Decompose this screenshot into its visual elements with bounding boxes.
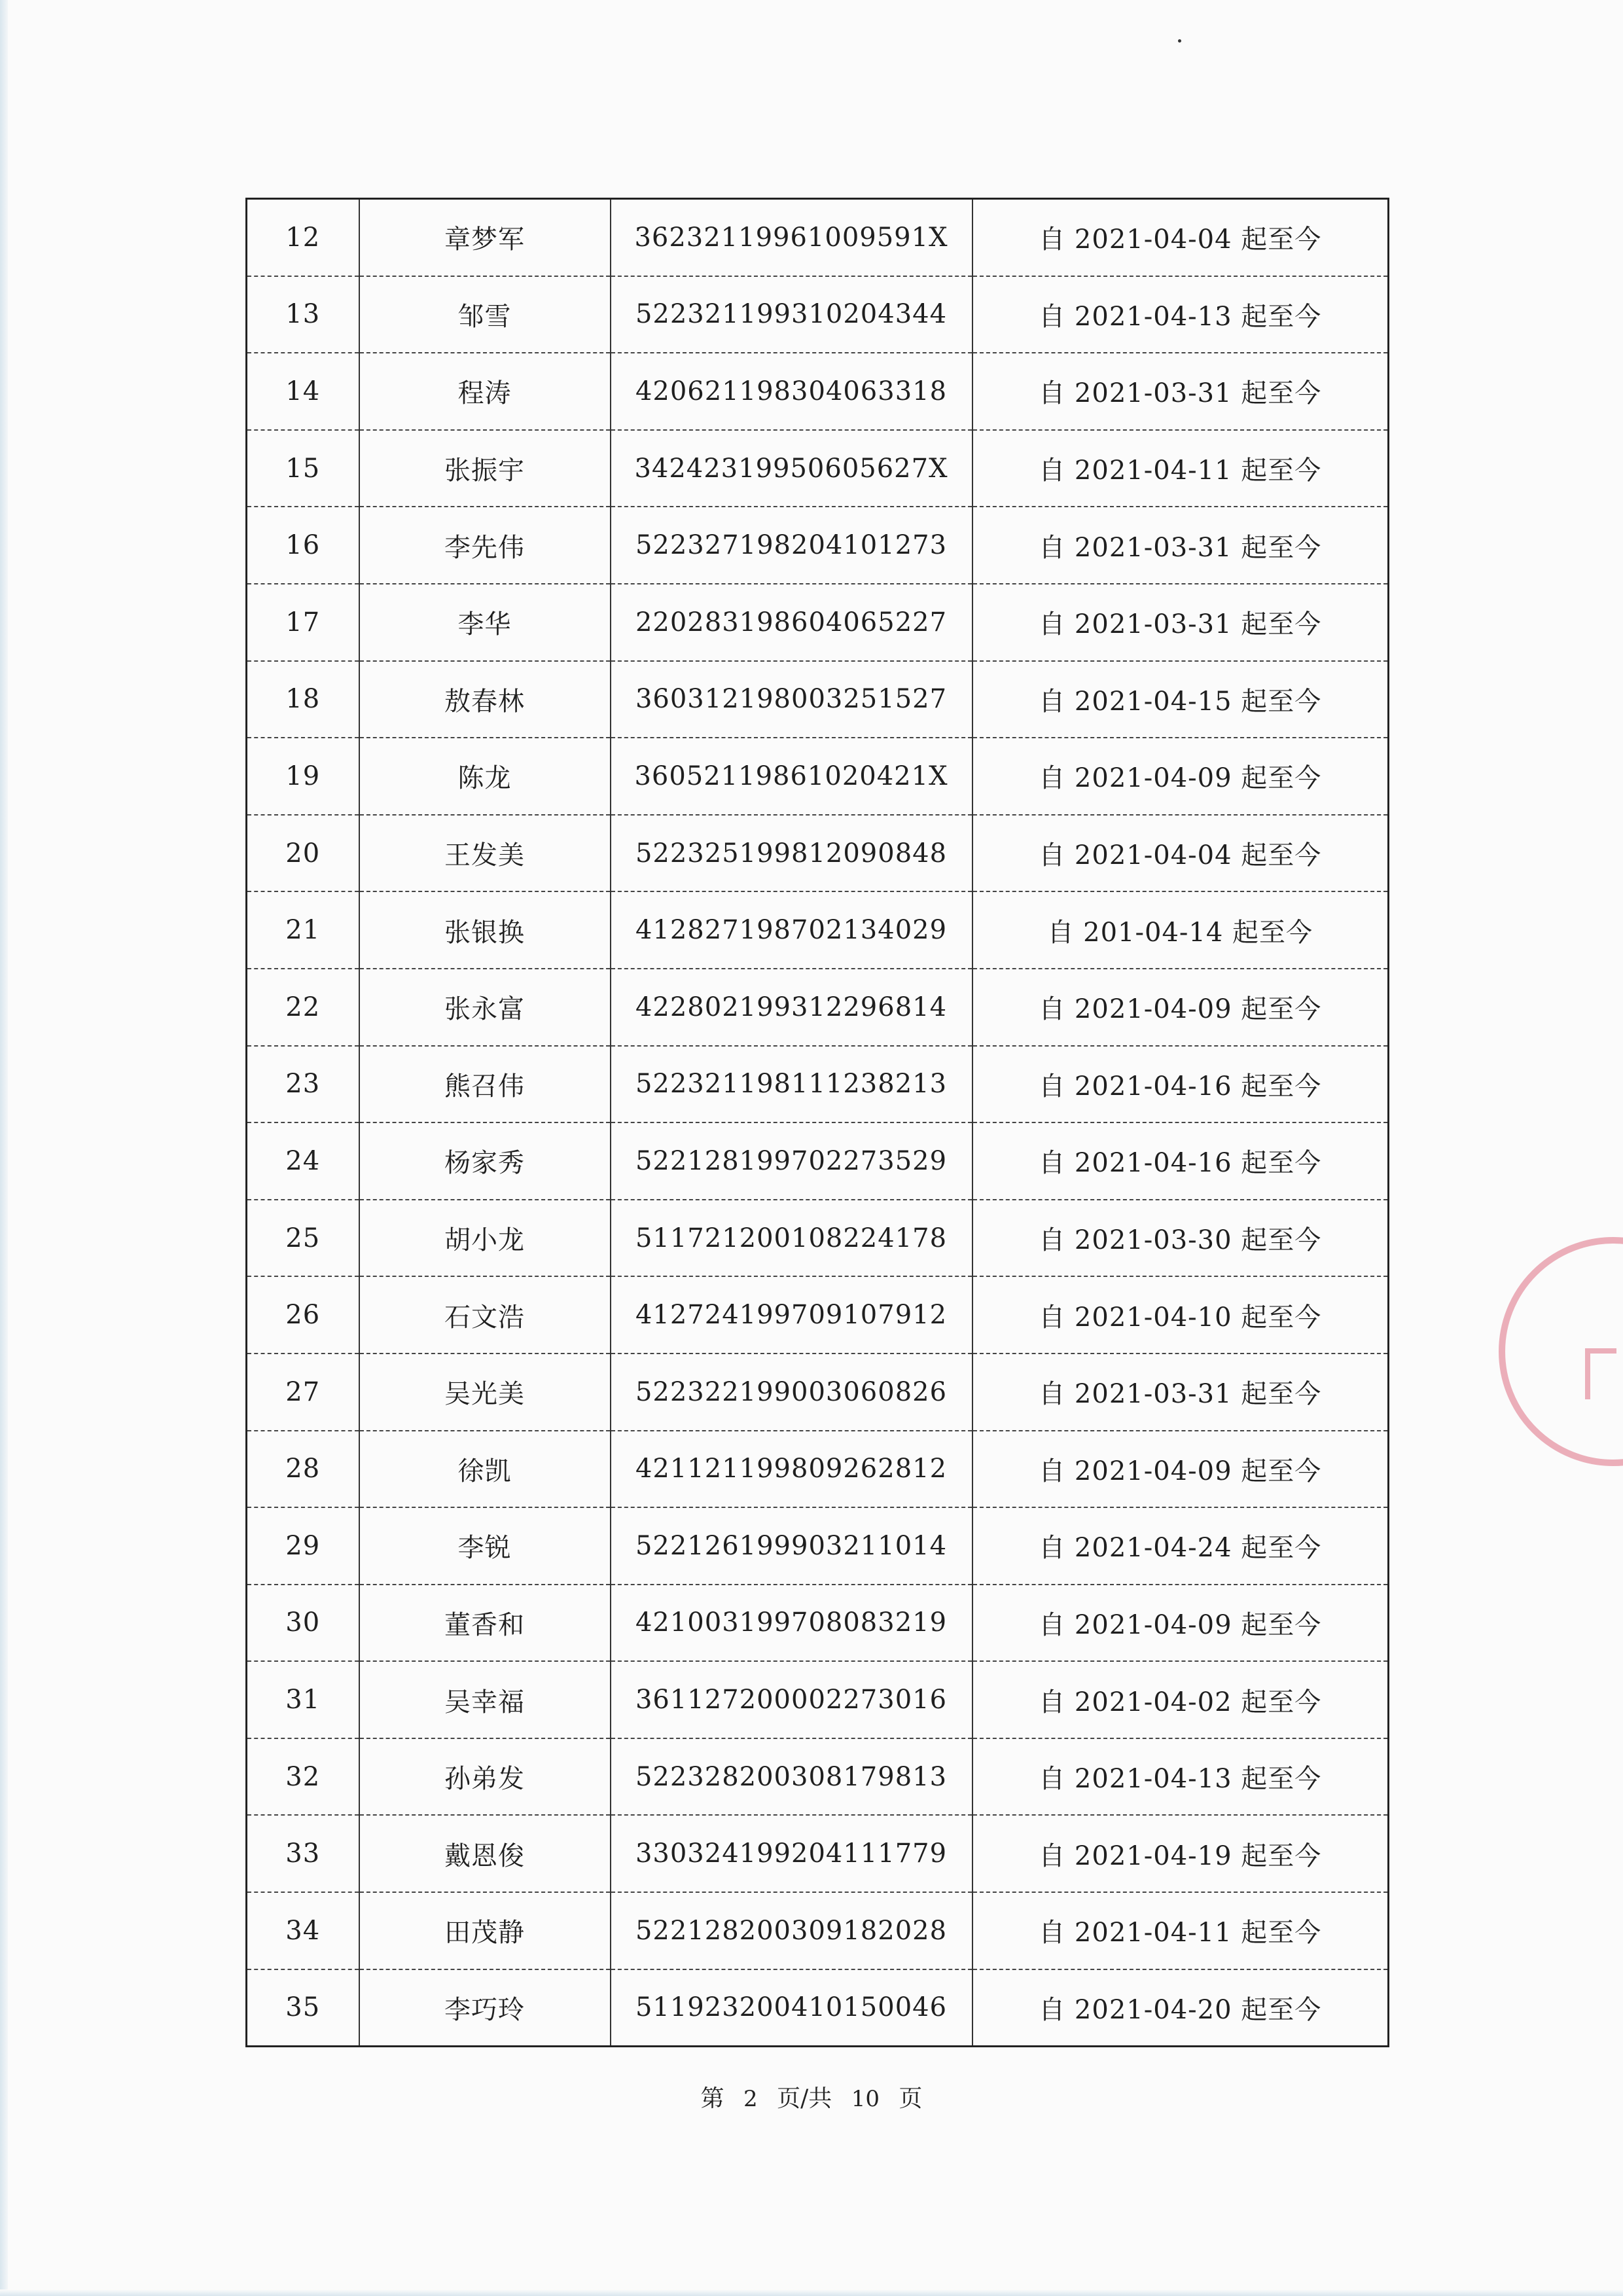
- id-number-cell: 422802199312296814: [611, 969, 972, 1046]
- id-number-cell: 412724199709107912: [611, 1276, 972, 1354]
- table-row: [247, 1046, 1389, 1123]
- name-cell: 张振宇: [359, 430, 611, 507]
- employment-period-cell: 自 2021-03-30 起至今: [972, 1200, 1389, 1277]
- table-row: [247, 276, 1389, 353]
- name-cell: 吴幸福: [359, 1661, 611, 1738]
- name-cell: 李巧玲: [359, 1969, 611, 2047]
- id-number-cell: 420621198304063318: [611, 353, 972, 430]
- footer-total-pages: 10: [851, 2086, 880, 2112]
- name-cell: 杨家秀: [359, 1122, 611, 1200]
- table-row: [247, 1738, 1389, 1816]
- employment-period-cell: 自 2021-04-09 起至今: [972, 969, 1389, 1046]
- id-number-cell: 360312198003251527: [611, 661, 972, 738]
- table-row: [247, 891, 1389, 969]
- id-number-cell: 34242319950605627X: [611, 430, 972, 507]
- row-number-cell: 17: [247, 584, 359, 661]
- employment-period-cell: 自 2021-04-04 起至今: [972, 199, 1389, 276]
- employment-period-cell: 自 2021-04-15 起至今: [972, 661, 1389, 738]
- scan-edge-left: [0, 0, 8, 2296]
- row-number-cell: 25: [247, 1200, 359, 1277]
- name-cell: 徐凯: [359, 1431, 611, 1508]
- id-number-cell: 522128200309182028: [611, 1892, 972, 1969]
- id-number-cell: 330324199204111779: [611, 1815, 972, 1892]
- id-number-cell: 36232119961009591X: [611, 199, 972, 276]
- table-row: [247, 1122, 1389, 1200]
- footer-current-page: 2: [743, 2086, 758, 2112]
- employment-period-cell: 自 2021-04-19 起至今: [972, 1815, 1389, 1892]
- id-number-cell: 36052119861020421X: [611, 738, 972, 815]
- footer-suffix: 页: [899, 2085, 923, 2112]
- table-row: [247, 1507, 1389, 1585]
- name-cell: 李锐: [359, 1507, 611, 1585]
- id-number-cell: 522321198111238213: [611, 1046, 972, 1123]
- name-cell: 程涛: [359, 353, 611, 430]
- employment-period-cell: 自 2021-03-31 起至今: [972, 1354, 1389, 1431]
- employment-period-cell: 自 2021-04-11 起至今: [972, 430, 1389, 507]
- name-cell: 孙弟发: [359, 1738, 611, 1816]
- page-footer: [0, 2080, 1623, 2113]
- row-number-cell: 31: [247, 1661, 359, 1738]
- name-cell: 张银换: [359, 891, 611, 969]
- row-number-cell: 14: [247, 353, 359, 430]
- id-number-cell: 421003199708083219: [611, 1585, 972, 1662]
- scan-edge-bottom: [0, 2289, 1623, 2296]
- id-number-cell: 522327198204101273: [611, 507, 972, 584]
- id-number-cell: 511721200108224178: [611, 1200, 972, 1277]
- id-number-cell: 522321199310204344: [611, 276, 972, 353]
- row-number-cell: 20: [247, 815, 359, 892]
- id-number-cell: 522322199003060826: [611, 1354, 972, 1431]
- table-row: [247, 815, 1389, 892]
- employment-period-cell: 自 2021-03-31 起至今: [972, 353, 1389, 430]
- row-number-cell: 13: [247, 276, 359, 353]
- table-row: [247, 1892, 1389, 1969]
- id-number-cell: 421121199809262812: [611, 1431, 972, 1508]
- employment-period-cell: 自 2021-03-31 起至今: [972, 584, 1389, 661]
- name-cell: 章梦军: [359, 199, 611, 276]
- id-number-cell: 511923200410150046: [611, 1969, 972, 2047]
- employment-period-cell: 自 201-04-14 起至今: [972, 891, 1389, 969]
- employment-period-cell: 自 2021-04-13 起至今: [972, 276, 1389, 353]
- row-number-cell: 34: [247, 1892, 359, 1969]
- row-number-cell: 18: [247, 661, 359, 738]
- id-number-cell: 522128199702273529: [611, 1122, 972, 1200]
- name-cell: 吴光美: [359, 1354, 611, 1431]
- employment-period-cell: 自 2021-04-24 起至今: [972, 1507, 1389, 1585]
- table-row: [247, 1969, 1389, 2047]
- employment-period-cell: 自 2021-04-09 起至今: [972, 1431, 1389, 1508]
- employment-period-cell: 自 2021-04-16 起至今: [972, 1046, 1389, 1123]
- name-cell: 熊召伟: [359, 1046, 611, 1123]
- row-number-cell: 33: [247, 1815, 359, 1892]
- name-cell: 田茂静: [359, 1892, 611, 1969]
- employment-period-cell: 自 2021-04-10 起至今: [972, 1276, 1389, 1354]
- table-row: [247, 1815, 1389, 1892]
- row-number-cell: 16: [247, 507, 359, 584]
- table-row: [247, 1200, 1389, 1277]
- name-cell: 胡小龙: [359, 1200, 611, 1277]
- employment-period-cell: 自 2021-04-09 起至今: [972, 1585, 1389, 1662]
- table-row: [247, 969, 1389, 1046]
- table-row: [247, 507, 1389, 584]
- row-number-cell: 23: [247, 1046, 359, 1123]
- table-row: [247, 1431, 1389, 1508]
- row-number-cell: 21: [247, 891, 359, 969]
- employment-period-cell: 自 2021-04-04 起至今: [972, 815, 1389, 892]
- name-cell: 董香和: [359, 1585, 611, 1662]
- name-cell: 戴恩俊: [359, 1815, 611, 1892]
- employment-period-cell: 自 2021-04-13 起至今: [972, 1738, 1389, 1816]
- name-cell: 王发美: [359, 815, 611, 892]
- row-number-cell: 28: [247, 1431, 359, 1508]
- employment-period-cell: 自 2021-04-02 起至今: [972, 1661, 1389, 1738]
- row-number-cell: 32: [247, 1738, 359, 1816]
- id-number-cell: 412827198702134029: [611, 891, 972, 969]
- name-cell: 李先伟: [359, 507, 611, 584]
- row-number-cell: 35: [247, 1969, 359, 2047]
- row-number-cell: 29: [247, 1507, 359, 1585]
- roster-table-body: [247, 199, 1389, 2047]
- table-row: [247, 199, 1389, 276]
- table-row: [247, 1276, 1389, 1354]
- partial-red-seal-glyph: [1585, 1348, 1616, 1399]
- employment-period-cell: 自 2021-04-16 起至今: [972, 1122, 1389, 1200]
- row-number-cell: 30: [247, 1585, 359, 1662]
- employment-period-cell: 自 2021-04-11 起至今: [972, 1892, 1389, 1969]
- scan-speck: [1178, 39, 1181, 43]
- row-number-cell: 24: [247, 1122, 359, 1200]
- footer-prefix: 第: [700, 2085, 724, 2112]
- id-number-cell: 522126199903211014: [611, 1507, 972, 1585]
- name-cell: 李华: [359, 584, 611, 661]
- name-cell: 石文浩: [359, 1276, 611, 1354]
- id-number-cell: 220283198604065227: [611, 584, 972, 661]
- employment-period-cell: 自 2021-03-31 起至今: [972, 507, 1389, 584]
- name-cell: 张永富: [359, 969, 611, 1046]
- id-number-cell: 361127200002273016: [611, 1661, 972, 1738]
- footer-middle: 页/共: [777, 2085, 832, 2112]
- id-number-cell: 522325199812090848: [611, 815, 972, 892]
- employment-period-cell: 自 2021-04-09 起至今: [972, 738, 1389, 815]
- table-row: [247, 1354, 1389, 1431]
- table-row: [247, 430, 1389, 507]
- row-number-cell: 27: [247, 1354, 359, 1431]
- row-number-cell: 12: [247, 199, 359, 276]
- table-row: [247, 584, 1389, 661]
- row-number-cell: 15: [247, 430, 359, 507]
- row-number-cell: 19: [247, 738, 359, 815]
- row-number-cell: 22: [247, 969, 359, 1046]
- name-cell: 陈龙: [359, 738, 611, 815]
- table-row: [247, 353, 1389, 430]
- table-row: [247, 1585, 1389, 1662]
- roster-table: [245, 198, 1389, 2047]
- id-number-cell: 522328200308179813: [611, 1738, 972, 1816]
- name-cell: 邹雪: [359, 276, 611, 353]
- table-row: [247, 1661, 1389, 1738]
- table-row: [247, 738, 1389, 815]
- table-row: [247, 661, 1389, 738]
- employment-period-cell: 自 2021-04-20 起至今: [972, 1969, 1389, 2047]
- row-number-cell: 26: [247, 1276, 359, 1354]
- name-cell: 敖春林: [359, 661, 611, 738]
